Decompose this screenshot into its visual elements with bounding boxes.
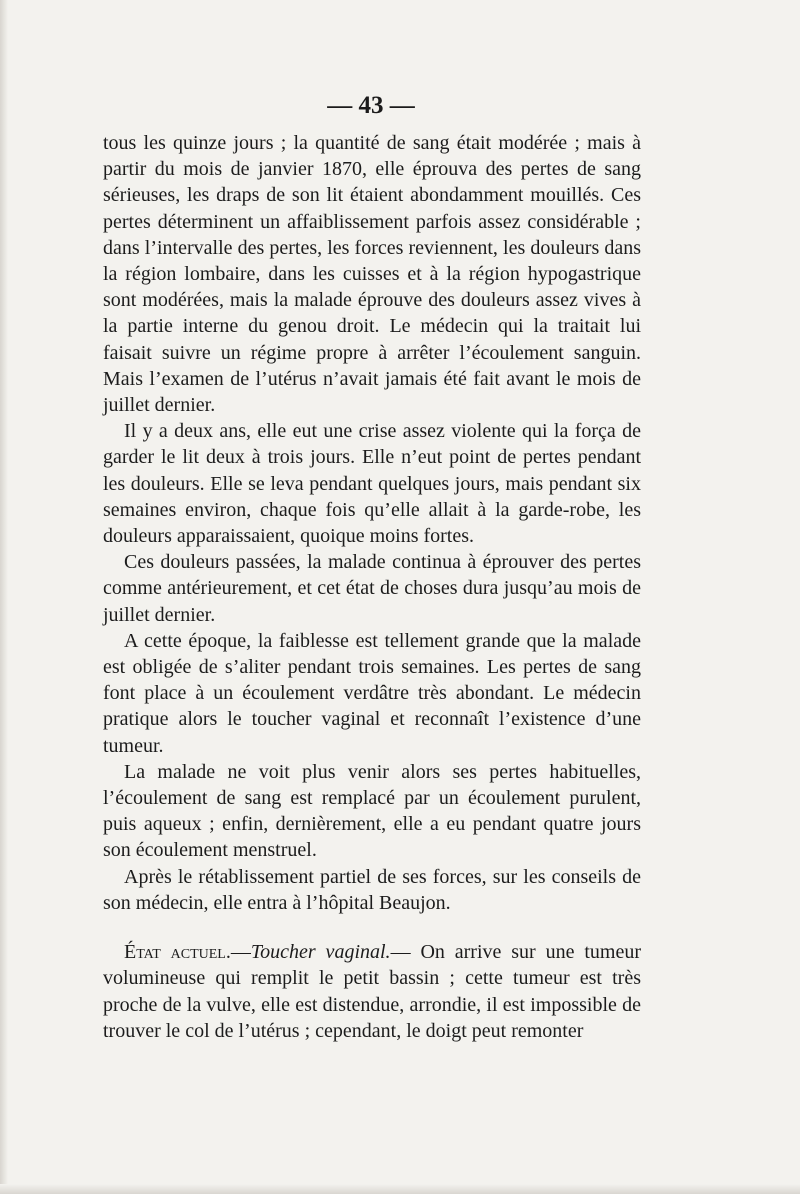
heading-dash: —	[230, 941, 251, 964]
paragraph-1: tous les quinze jours ; la quantité de sang était modérée ; mais à partir du mois de janvier 1870, elle éprouva des pertes de sang sérieuses, les draps de son lit étaient abondamment mouillés. Ces pertes déterminent un affaiblissement parfois assez considérable ; dans l’intervalle des pertes, les forces reviennent, les douleurs dans la région lombaire, dans les cuisses et à la région hypogastrique sont modérées, mais la malade éprouve des douleurs assez vives à la partie interne du genou droit. Le médecin qui la traitait lui faisait suivre un régime propre à arrêter l’écoulement sanguin. Mais l’examen de l’utérus n’avait jamais été fait avant le mois de juillet dernier.	[103, 132, 641, 417]
page-bottom-shadow	[0, 1184, 800, 1194]
section-subheading: Toucher vaginal.	[250, 941, 391, 964]
paragraph-etat-actuel	[103, 939, 641, 1044]
paragraph-3: Ces douleurs passées, la malade continua à éprouver des pertes comme antérieurement, et cet état de choses dura jusqu’au mois de juillet dernier.	[103, 551, 641, 626]
paragraph-5: La malade ne voit plus venir alors ses pertes habituelles, l’écoulement de sang est remplacé par un écoulement purulent, puis aqueux ; enfin, dernièrement, elle a eu pendant quatre jours son écoulement menstruel.	[103, 760, 641, 862]
section-text: — On arrive sur une tumeur volumineuse qui remplit le petit bassin ; cette tumeur est très proche de la vulve, elle est distendue, arrondie, il est impossible de trouver le col de l’utérus ; cependant, le doigt peut remonter	[103, 941, 641, 1042]
page-number: — 43 —	[327, 92, 415, 119]
paragraph-2: Il y a deux ans, elle eut une crise assez violente qui la força de garder le lit deux à trois jours. Elle n’eut point de pertes pendant les douleurs. Elle se leva pendant quelques jours, mais pendant six semaines environ, chaque fois qu’elle allait à la garde-robe, les douleurs apparaissaient, quoique moins fortes.	[103, 420, 641, 548]
paragraph-4: A cette époque, la faiblesse est tellement grande que la malade est obligée de s’aliter pendant trois semaines. Les pertes de sang font place à un écoulement verdâtre très abondant. Le médecin pratique alors le toucher vaginal et reconnaît l’existence d’une tumeur.	[103, 629, 641, 757]
paragraph-6: Après le rétablissement partiel de ses forces, sur les conseils de son médecin, elle entra à l’hôpital Beaujon.	[103, 865, 641, 914]
section-heading: État actuel.	[124, 941, 231, 964]
body-text	[103, 130, 641, 1044]
page-left-shadow	[0, 0, 8, 1194]
